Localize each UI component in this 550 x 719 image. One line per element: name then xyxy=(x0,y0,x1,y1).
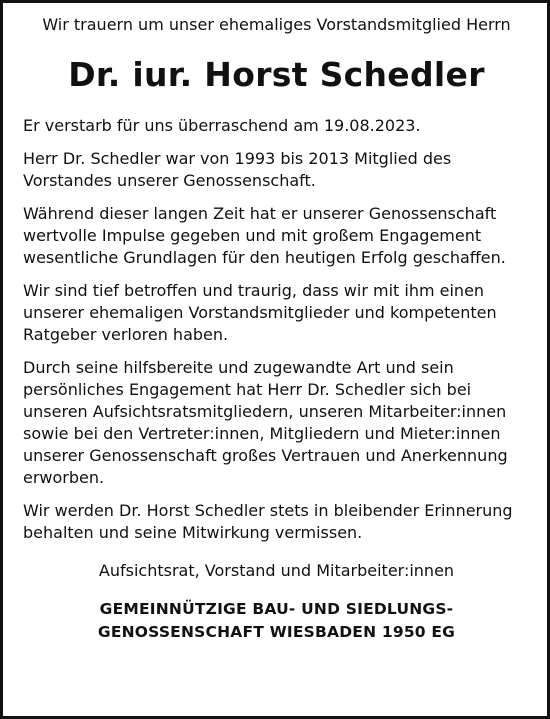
paragraph-death-date: Er verstarb für uns überraschend am 19.08.2023. xyxy=(23,116,421,135)
paragraph-board-tenure: Herr Dr. Schedler war von 1993 bis 2013 Mitglied des Vorstandes unserer Genossenschaft. xyxy=(23,149,452,190)
deceased-name: Dr. iur. Horst Schedler xyxy=(68,55,485,94)
paragraph-condolence: Wir sind tief betroffen und traurig, dass wir mit ihm einen unserer ehemaligen Vorstandsmitglieder und kompetenten Ratgeber verloren haben. xyxy=(23,281,497,344)
signature-line: Aufsichtsrat, Vorstand und Mitarbeiter:innen xyxy=(98,561,455,580)
intro-line: Wir trauern um unser ehemaliges Vorstandsmitglied Herrn xyxy=(42,15,511,34)
paragraph-character: Durch seine hilfsbereite und zugewandte Art und sein persönliches Engagement hat Herr Dr. Schedler sich bei unseren Aufsichtsratsmitgliedern, unseren Mitarbeiter:innen sowie bei den Vertreter:innen, Mitgliedern und Mieter:innen unserer Genossenschaft großes Vertrauen und Anerkennung erworben. xyxy=(23,358,508,487)
paragraph-remembrance: Wir werden Dr. Horst Schedler stets in bleibender Erinnerung behalten und seine Mitwirkung vermissen. xyxy=(23,501,513,542)
paragraph-contributions: Während dieser langen Zeit hat er unserer Genossenschaft wertvolle Impulse gegeben und mit großem Engagement wesentliche Grundlagen für den heutigen Erfolg geschaffen. xyxy=(23,204,506,267)
organization-name xyxy=(23,598,530,644)
organization-line-2: GENOSSENSCHAFT WIESBADEN 1950 EG xyxy=(97,623,456,641)
organization-line-1: GEMEINNÜTZIGE BAU- UND SIEDLUNGS- xyxy=(99,600,454,618)
